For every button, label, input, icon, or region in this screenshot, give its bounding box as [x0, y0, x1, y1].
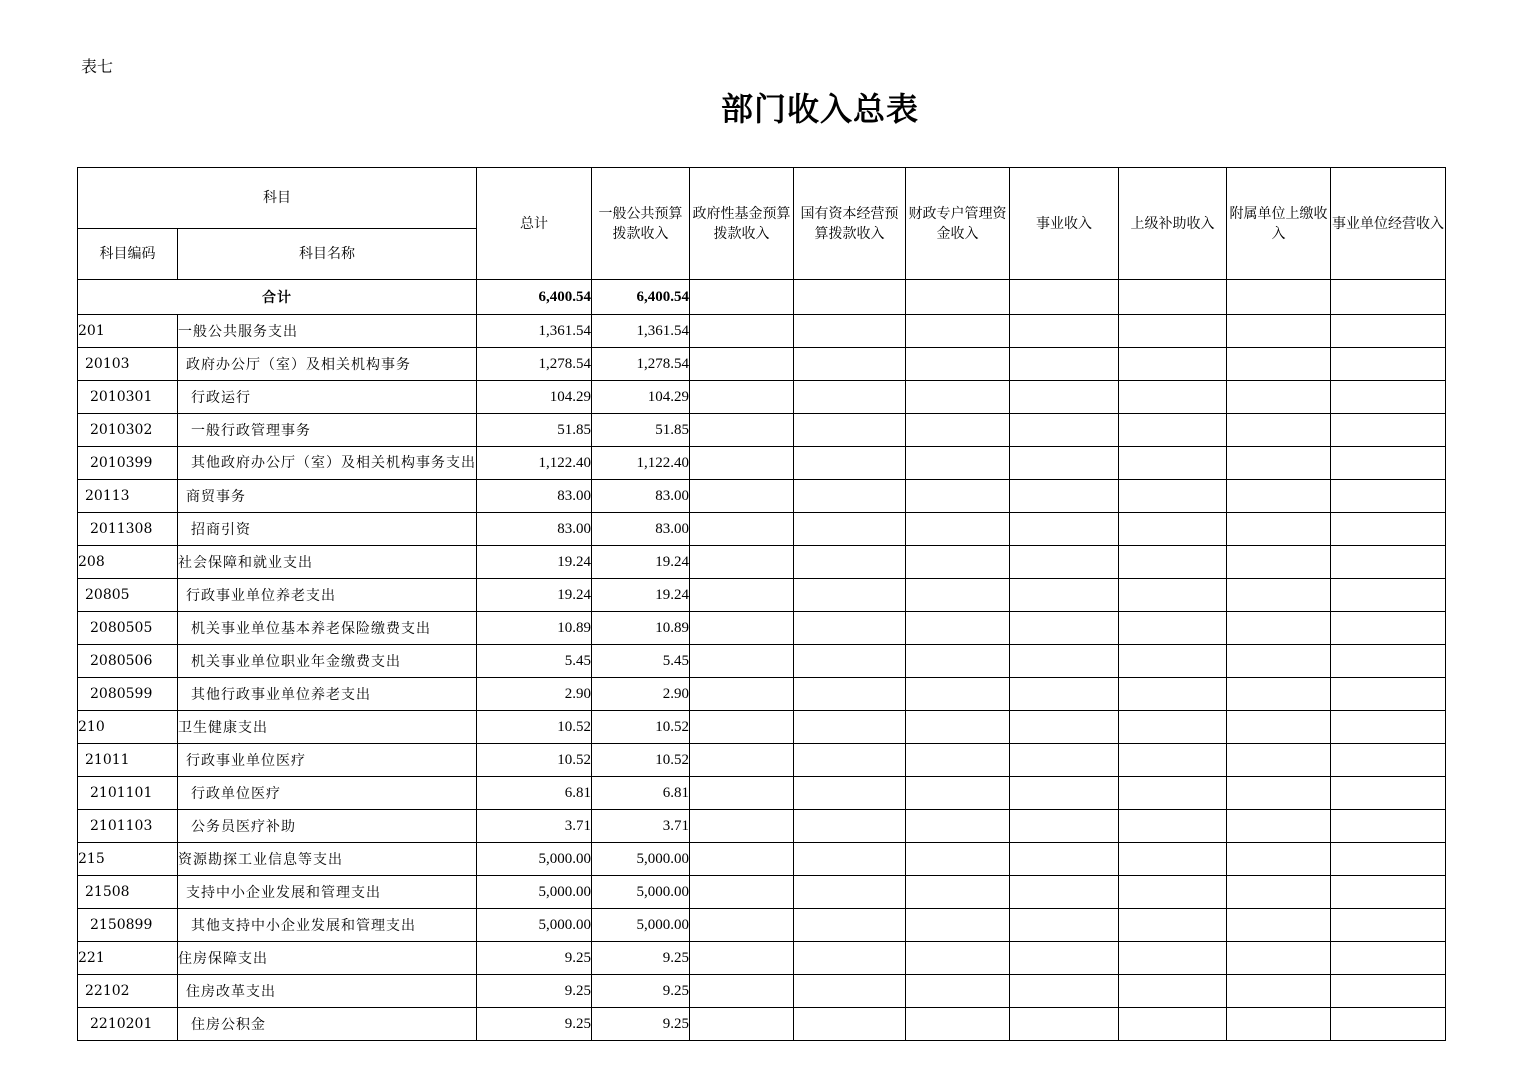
empty-cell [906, 975, 1010, 1008]
subject-name: 其他行政事业单位养老支出 [178, 678, 477, 711]
empty-cell [1331, 711, 1446, 744]
subject-name: 机关事业单位基本养老保险缴费支出 [178, 612, 477, 645]
general-budget-amount: 1,278.54 [592, 348, 690, 381]
empty-cell [1227, 414, 1331, 447]
subject-code: 208 [78, 546, 178, 579]
empty-cell [794, 876, 906, 909]
table-row [78, 711, 1446, 744]
empty-cell [690, 777, 794, 810]
table-row [78, 315, 1446, 348]
subject-code: 215 [78, 843, 178, 876]
subject-name: 招商引资 [178, 513, 477, 546]
total-amount: 1,361.54 [477, 315, 592, 348]
empty-cell [690, 843, 794, 876]
empty-cell [1010, 447, 1119, 480]
subject-code: 21508 [78, 876, 178, 909]
subject-code: 2101101 [78, 777, 178, 810]
table-row [78, 942, 1446, 975]
total-amount: 3.71 [477, 810, 592, 843]
subject-name: 支持中小企业发展和管理支出 [178, 876, 477, 909]
general-budget-amount: 10.52 [592, 711, 690, 744]
empty-cell [1119, 777, 1227, 810]
total-amount: 19.24 [477, 579, 592, 612]
empty-cell [906, 678, 1010, 711]
header-subject: 科目 [78, 168, 477, 229]
empty-cell [1331, 480, 1446, 513]
empty-cell [1119, 315, 1227, 348]
empty-cell [1010, 480, 1119, 513]
empty-cell [1010, 711, 1119, 744]
empty-cell [1227, 513, 1331, 546]
empty-cell [1010, 1008, 1119, 1041]
empty-cell [1227, 744, 1331, 777]
total-amount: 104.29 [477, 381, 592, 414]
empty-cell [1119, 810, 1227, 843]
table-row [78, 447, 1446, 480]
table-row [78, 612, 1446, 645]
empty-cell [1010, 942, 1119, 975]
total-amount: 10.52 [477, 744, 592, 777]
header-subject-code: 科目编码 [78, 229, 178, 280]
empty-cell [906, 447, 1010, 480]
empty-cell [1010, 414, 1119, 447]
subject-code: 2080505 [78, 612, 178, 645]
table-row [78, 975, 1446, 1008]
total-amount: 5,000.00 [477, 909, 592, 942]
total-amount: 5,000.00 [477, 843, 592, 876]
empty-cell [1119, 975, 1227, 1008]
empty-cell [906, 843, 1010, 876]
empty-cell [1331, 381, 1446, 414]
table-row [78, 348, 1446, 381]
subject-code: 20103 [78, 348, 178, 381]
total-amount: 10.89 [477, 612, 592, 645]
empty-cell [1227, 447, 1331, 480]
subject-name: 其他支持中小企业发展和管理支出 [178, 909, 477, 942]
total-amount: 9.25 [477, 942, 592, 975]
subject-code: 2010302 [78, 414, 178, 447]
empty-cell [690, 810, 794, 843]
subject-code: 201 [78, 315, 178, 348]
empty-cell [1119, 1008, 1227, 1041]
total-amount: 6,400.54 [477, 280, 592, 315]
empty-cell [1227, 315, 1331, 348]
empty-cell [1119, 678, 1227, 711]
header-business-income: 事业收入 [1010, 168, 1119, 280]
subject-name: 其他政府办公厅（室）及相关机构事务支出 [178, 447, 477, 480]
empty-cell [1010, 315, 1119, 348]
general-budget-amount: 83.00 [592, 480, 690, 513]
total-general-budget: 6,400.54 [592, 280, 690, 315]
empty-cell [1119, 348, 1227, 381]
empty-cell [1227, 777, 1331, 810]
empty-cell [1331, 942, 1446, 975]
total-amount: 51.85 [477, 414, 592, 447]
subject-name: 资源勘探工业信息等支出 [178, 843, 477, 876]
empty-cell [690, 645, 794, 678]
empty-cell [690, 546, 794, 579]
empty-cell [690, 480, 794, 513]
table-row [78, 777, 1446, 810]
empty-cell [690, 612, 794, 645]
subject-code: 2210201 [78, 1008, 178, 1041]
empty-cell [1227, 645, 1331, 678]
empty-cell [1010, 579, 1119, 612]
empty-cell [690, 381, 794, 414]
empty-cell [690, 1008, 794, 1041]
empty-cell [1010, 280, 1119, 315]
empty-cell [794, 315, 906, 348]
header-state-capital: 国有资本经营预算拨款收入 [794, 168, 906, 280]
table-row [78, 909, 1446, 942]
empty-cell [1331, 1008, 1446, 1041]
general-budget-amount: 9.25 [592, 975, 690, 1008]
total-amount: 83.00 [477, 513, 592, 546]
empty-cell [1119, 447, 1227, 480]
subject-code: 2010399 [78, 447, 178, 480]
empty-cell [1227, 909, 1331, 942]
subject-name: 住房公积金 [178, 1008, 477, 1041]
empty-cell [906, 612, 1010, 645]
empty-cell [1331, 843, 1446, 876]
subject-code: 2101103 [78, 810, 178, 843]
empty-cell [906, 579, 1010, 612]
empty-cell [1331, 348, 1446, 381]
empty-cell [1331, 975, 1446, 1008]
empty-cell [1227, 546, 1331, 579]
header-general-budget: 一般公共预算拨款收入 [592, 168, 690, 280]
empty-cell [1227, 1008, 1331, 1041]
empty-cell [690, 744, 794, 777]
empty-cell [1331, 280, 1446, 315]
general-budget-amount: 104.29 [592, 381, 690, 414]
subject-code: 2150899 [78, 909, 178, 942]
empty-cell [1010, 645, 1119, 678]
empty-cell [906, 711, 1010, 744]
general-budget-amount: 1,122.40 [592, 447, 690, 480]
empty-cell [906, 480, 1010, 513]
empty-cell [794, 612, 906, 645]
empty-cell [1331, 744, 1446, 777]
empty-cell [1227, 348, 1331, 381]
total-amount: 5.45 [477, 645, 592, 678]
general-budget-amount: 5,000.00 [592, 876, 690, 909]
table-row [78, 480, 1446, 513]
empty-cell [906, 381, 1010, 414]
header-total: 总计 [477, 168, 592, 280]
empty-cell [1119, 843, 1227, 876]
subject-name: 商贸事务 [178, 480, 477, 513]
empty-cell [1331, 447, 1446, 480]
empty-cell [794, 744, 906, 777]
general-budget-amount: 9.25 [592, 942, 690, 975]
subject-code: 20805 [78, 579, 178, 612]
empty-cell [1119, 612, 1227, 645]
table-row [78, 645, 1446, 678]
general-budget-amount: 10.89 [592, 612, 690, 645]
empty-cell [690, 280, 794, 315]
total-amount: 9.25 [477, 1008, 592, 1041]
empty-cell [794, 975, 906, 1008]
empty-cell [690, 909, 794, 942]
empty-cell [794, 777, 906, 810]
empty-cell [794, 810, 906, 843]
subject-code: 21011 [78, 744, 178, 777]
empty-cell [1010, 348, 1119, 381]
empty-cell [1010, 876, 1119, 909]
empty-cell [690, 975, 794, 1008]
empty-cell [906, 414, 1010, 447]
empty-cell [1331, 810, 1446, 843]
empty-cell [690, 711, 794, 744]
general-budget-amount: 5,000.00 [592, 909, 690, 942]
empty-cell [1227, 711, 1331, 744]
empty-cell [1331, 579, 1446, 612]
empty-cell [794, 1008, 906, 1041]
empty-cell [1010, 975, 1119, 1008]
total-amount: 2.90 [477, 678, 592, 711]
empty-cell [1227, 381, 1331, 414]
empty-cell [794, 280, 906, 315]
empty-cell [1010, 777, 1119, 810]
total-amount: 83.00 [477, 480, 592, 513]
empty-cell [1119, 414, 1227, 447]
empty-cell [1119, 579, 1227, 612]
empty-cell [1010, 513, 1119, 546]
empty-cell [906, 777, 1010, 810]
empty-cell [1119, 546, 1227, 579]
empty-cell [1227, 975, 1331, 1008]
empty-cell [794, 348, 906, 381]
total-label: 合计 [78, 280, 477, 315]
empty-cell [906, 546, 1010, 579]
subject-name: 政府办公厅（室）及相关机构事务 [178, 348, 477, 381]
empty-cell [1119, 876, 1227, 909]
empty-cell [1331, 777, 1446, 810]
empty-cell [1119, 280, 1227, 315]
empty-cell [1331, 414, 1446, 447]
header-affiliate-income: 附属单位上缴收入 [1227, 168, 1331, 280]
empty-cell [906, 513, 1010, 546]
table-row [78, 513, 1446, 546]
subject-code: 2010301 [78, 381, 178, 414]
empty-cell [1010, 612, 1119, 645]
total-amount: 1,278.54 [477, 348, 592, 381]
subject-code: 221 [78, 942, 178, 975]
empty-cell [1227, 480, 1331, 513]
table-row [78, 546, 1446, 579]
empty-cell [690, 447, 794, 480]
total-amount: 1,122.40 [477, 447, 592, 480]
subject-code: 210 [78, 711, 178, 744]
total-amount: 6.81 [477, 777, 592, 810]
empty-cell [794, 381, 906, 414]
subject-code: 2080599 [78, 678, 178, 711]
empty-cell [1010, 546, 1119, 579]
subject-name: 一般公共服务支出 [178, 315, 477, 348]
subject-name: 行政事业单位医疗 [178, 744, 477, 777]
general-budget-amount: 19.24 [592, 546, 690, 579]
subject-name: 一般行政管理事务 [178, 414, 477, 447]
empty-cell [1010, 810, 1119, 843]
empty-cell [1331, 546, 1446, 579]
empty-cell [906, 810, 1010, 843]
subject-name: 机关事业单位职业年金缴费支出 [178, 645, 477, 678]
empty-cell [1227, 942, 1331, 975]
empty-cell [690, 348, 794, 381]
empty-cell [1227, 612, 1331, 645]
total-amount: 5,000.00 [477, 876, 592, 909]
empty-cell [906, 280, 1010, 315]
empty-cell [794, 546, 906, 579]
empty-cell [1331, 876, 1446, 909]
empty-cell [1010, 909, 1119, 942]
subject-name: 社会保障和就业支出 [178, 546, 477, 579]
subject-name: 行政事业单位养老支出 [178, 579, 477, 612]
empty-cell [1331, 678, 1446, 711]
total-amount: 9.25 [477, 975, 592, 1008]
empty-cell [1119, 513, 1227, 546]
empty-cell [906, 942, 1010, 975]
empty-cell [794, 909, 906, 942]
empty-cell [1331, 909, 1446, 942]
general-budget-amount: 5.45 [592, 645, 690, 678]
empty-cell [690, 513, 794, 546]
empty-cell [794, 414, 906, 447]
empty-cell [1119, 942, 1227, 975]
general-budget-amount: 10.52 [592, 744, 690, 777]
empty-cell [794, 711, 906, 744]
header-subject-name: 科目名称 [178, 229, 477, 280]
subject-name: 住房保障支出 [178, 942, 477, 975]
empty-cell [690, 942, 794, 975]
general-budget-amount: 83.00 [592, 513, 690, 546]
header-superior-subsidy: 上级补助收入 [1119, 168, 1227, 280]
general-budget-amount: 1,361.54 [592, 315, 690, 348]
empty-cell [690, 678, 794, 711]
empty-cell [1331, 645, 1446, 678]
empty-cell [1119, 645, 1227, 678]
subject-code: 2080506 [78, 645, 178, 678]
empty-cell [690, 414, 794, 447]
empty-cell [1010, 744, 1119, 777]
table-row [78, 843, 1446, 876]
table-row [78, 876, 1446, 909]
table-row [78, 414, 1446, 447]
empty-cell [794, 480, 906, 513]
empty-cell [690, 876, 794, 909]
empty-cell [1119, 480, 1227, 513]
empty-cell [1119, 909, 1227, 942]
table-row [78, 678, 1446, 711]
table-row [78, 1008, 1446, 1041]
empty-cell [1010, 381, 1119, 414]
empty-cell [794, 579, 906, 612]
general-budget-amount: 3.71 [592, 810, 690, 843]
empty-cell [906, 645, 1010, 678]
empty-cell [906, 315, 1010, 348]
empty-cell [906, 876, 1010, 909]
empty-cell [906, 348, 1010, 381]
empty-cell [1119, 381, 1227, 414]
table-row [78, 579, 1446, 612]
empty-cell [1010, 843, 1119, 876]
empty-cell [690, 579, 794, 612]
empty-cell [906, 744, 1010, 777]
empty-cell [1227, 876, 1331, 909]
empty-cell [906, 909, 1010, 942]
total-amount: 19.24 [477, 546, 592, 579]
empty-cell [906, 1008, 1010, 1041]
general-budget-amount: 9.25 [592, 1008, 690, 1041]
subject-name: 行政单位医疗 [178, 777, 477, 810]
empty-cell [794, 645, 906, 678]
table-number: 表七 [81, 57, 114, 76]
empty-cell [1227, 810, 1331, 843]
table-row [78, 381, 1446, 414]
empty-cell [1119, 711, 1227, 744]
header-special-fund: 财政专户管理资金收入 [906, 168, 1010, 280]
empty-cell [690, 315, 794, 348]
table-row [78, 810, 1446, 843]
empty-cell [794, 843, 906, 876]
header-operating-income: 事业单位经营收入 [1331, 168, 1446, 280]
subject-name: 住房改革支出 [178, 975, 477, 1008]
empty-cell [794, 942, 906, 975]
general-budget-amount: 6.81 [592, 777, 690, 810]
subject-code: 22102 [78, 975, 178, 1008]
subject-name: 行政运行 [178, 381, 477, 414]
empty-cell [1331, 612, 1446, 645]
empty-cell [794, 447, 906, 480]
subject-name: 公务员医疗补助 [178, 810, 477, 843]
empty-cell [1119, 744, 1227, 777]
page-title: 部门收入总表 [720, 90, 919, 128]
total-row [78, 280, 1446, 315]
empty-cell [794, 678, 906, 711]
empty-cell [1331, 513, 1446, 546]
general-budget-amount: 5,000.00 [592, 843, 690, 876]
general-budget-amount: 2.90 [592, 678, 690, 711]
empty-cell [1227, 280, 1331, 315]
subject-name: 卫生健康支出 [178, 711, 477, 744]
subject-code: 2011308 [78, 513, 178, 546]
header-gov-fund: 政府性基金预算拨款收入 [690, 168, 794, 280]
empty-cell [1227, 579, 1331, 612]
subject-code: 20113 [78, 480, 178, 513]
table-row [78, 744, 1446, 777]
general-budget-amount: 19.24 [592, 579, 690, 612]
empty-cell [1331, 315, 1446, 348]
empty-cell [794, 513, 906, 546]
general-budget-amount: 51.85 [592, 414, 690, 447]
empty-cell [1227, 678, 1331, 711]
empty-cell [1010, 678, 1119, 711]
total-amount: 10.52 [477, 711, 592, 744]
empty-cell [1227, 843, 1331, 876]
income-summary-table [77, 167, 1446, 1041]
